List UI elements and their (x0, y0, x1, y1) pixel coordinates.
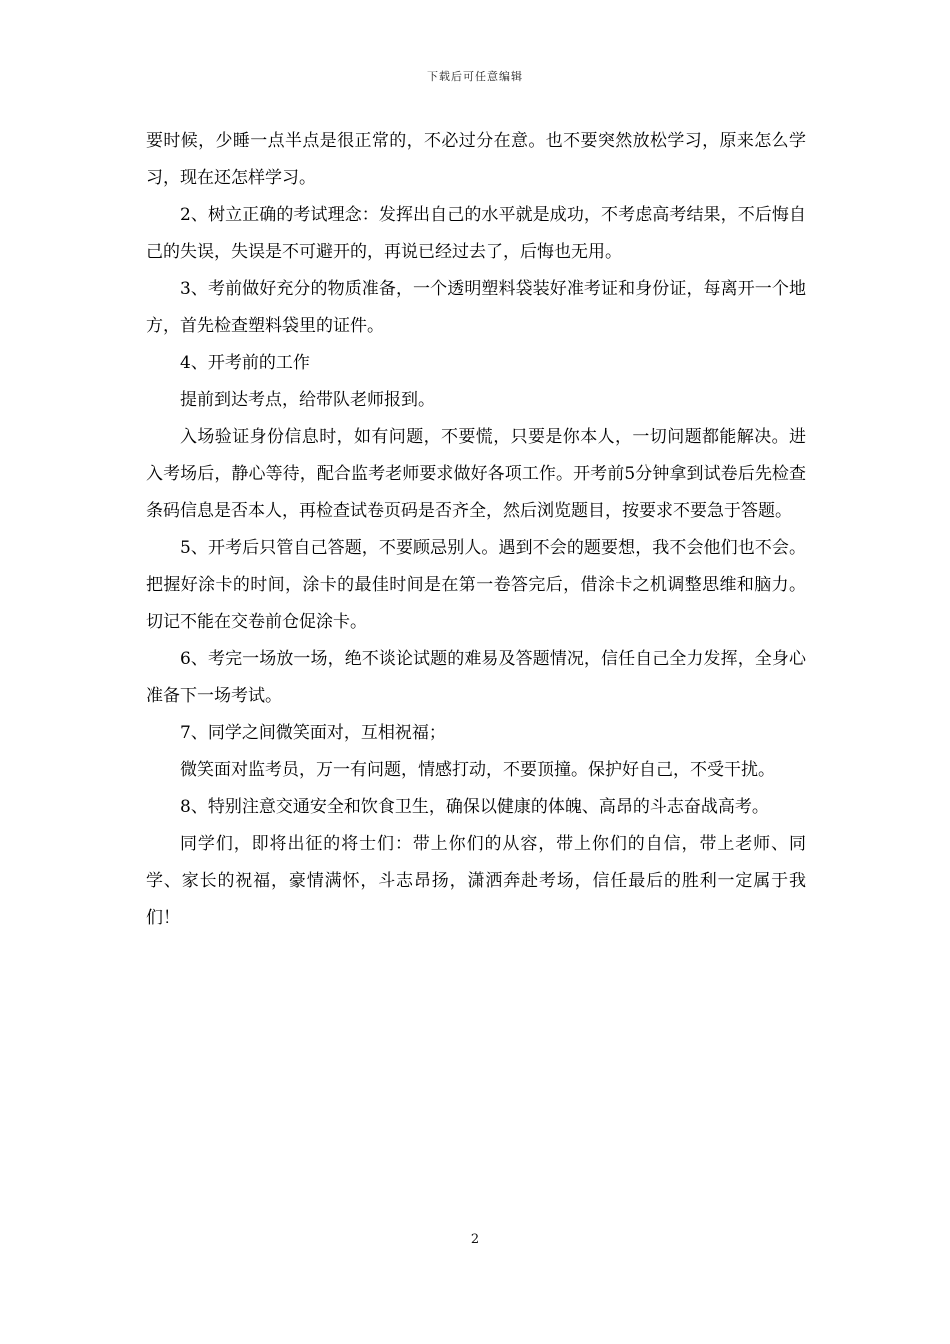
paragraph-continuation: 要时候，少睡一点半点是很正常的，不必过分在意。也不要突然放松学习，原来怎么学习，现在还怎样学习。 (146, 131, 806, 188)
page-number: 2 (470, 1232, 480, 1247)
paragraph-item-6: 6、考完一场放一场，绝不谈论试题的难易及答题情况，信任自己全力发挥，全身心准备下一场考试。 (146, 649, 806, 706)
document-body (146, 123, 806, 937)
paragraph-item-8: 8、特别注意交通安全和饮食卫生，确保以健康的体魄、高昂的斗志奋战高考。 (180, 797, 769, 817)
paragraph-item-5: 5、开考后只管自己答题，不要顾忌别人。遇到不会的题要想，我不会他们也不会。把握好涂卡的时间，涂卡的最佳时间是在第一卷答完后，借涂卡之机调整思维和脑力。切记不能在交卷前仓促涂卡。 (146, 538, 806, 632)
paragraph-item-4-heading: 4、开考前的工作 (180, 353, 310, 373)
paragraph-item-2: 2、树立正确的考试理念：发挥出自己的水平就是成功，不考虑高考结果，不后悔自己的失误，失误是不可避开的，再说已经过去了，后悔也无用。 (146, 205, 806, 262)
paragraph-closing: 同学们，即将出征的将士们：带上你们的从容，带上你们的自信，带上老师、同学、家长的祝福，豪情满怀，斗志昂扬，潇洒奔赴考场，信任最后的胜利一定属于我们！ (146, 834, 806, 928)
paragraph-smile-invigilator: 微笑面对监考员，万一有问题，情感打动，不要顶撞。保护好自己，不受干扰。 (180, 760, 775, 780)
paragraph-arrival: 提前到达考点，给带队老师报到。 (180, 390, 435, 410)
paragraph-item-3: 3、考前做好充分的物质准备，一个透明塑料袋装好准考证和身份证，每离开一个地方，首先检查塑料袋里的证件。 (146, 279, 806, 336)
paragraph-entry-check: 入场验证身份信息时，如有问题，不要慌，只要是你本人，一切问题都能解决。进入考场后，静心等待，配合监考老师要求做好各项工作。开考前5分钟拿到试卷后先检查条码信息是否本人，再检查试卷页码是否齐全，然后浏览题目，按要求不要急于答题。 (146, 427, 806, 521)
page-header: 下载后可任意编辑 (427, 70, 523, 83)
paragraph-item-7: 7、同学之间微笑面对，互相祝福； (180, 723, 446, 743)
